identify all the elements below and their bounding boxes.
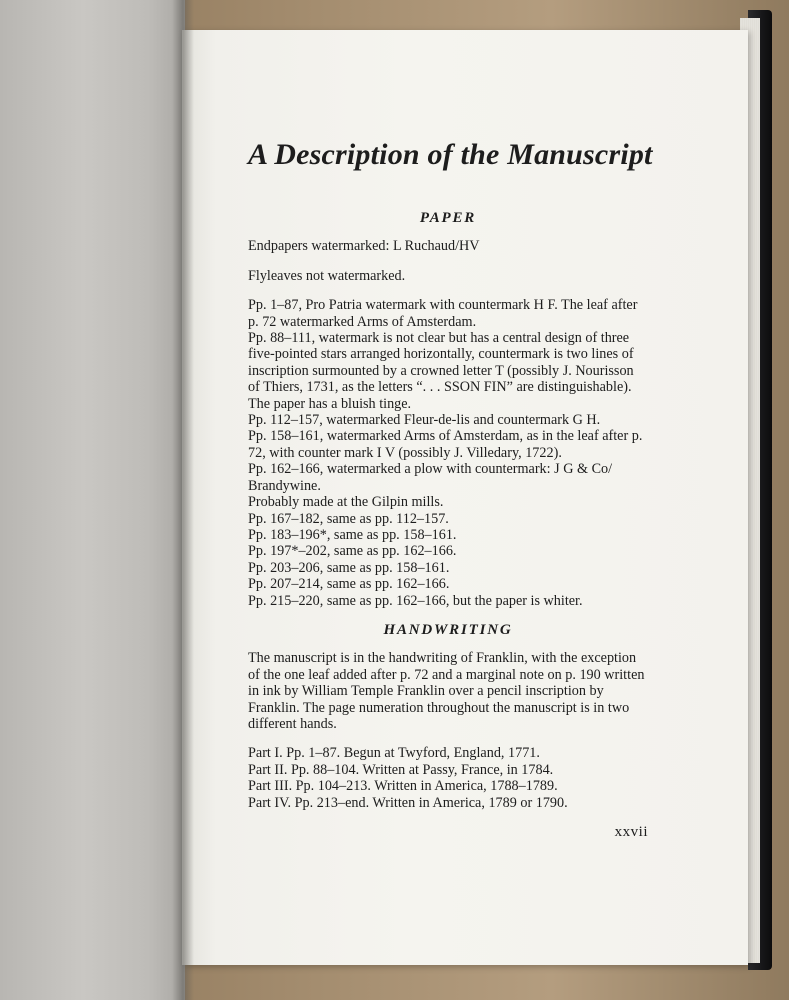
paper-entry: Pp. 88–111, watermark is not clear but has a central design of three five-pointed stars arranged horizontally, countermark is two lines of inscription surmounted by a crowned letter T (possibly J. Nourisson of Thiers, 1731, as the letters “. . . SSON FIN” are distinguishable). The paper has a bluish tinge. — [248, 330, 634, 412]
page-title: A Description of the Manuscript — [248, 138, 653, 171]
paper-heading: PAPER — [419, 210, 477, 226]
part-entry: Part II. Pp. 88–104. Written at Passy, France, in 1784. — [248, 761, 554, 778]
part-entry: Part III. Pp. 104–213. Written in America, 1788–1789. — [248, 778, 558, 795]
paper-entry: Pp. 158–161, watermarked Arms of Amsterdam, as in the leaf after p. 72, with counter mark I V (possibly J. Villedary, 1722). — [248, 428, 643, 461]
flyleaves-note: Flyleaves not watermarked. — [248, 267, 406, 284]
handwriting-paragraph: The manuscript is in the handwriting of Franklin, with the exception of the one leaf added after p. 72 and a marginal note on p. 190 written in ink by William Temple Franklin over a pencil inscription by Franklin. The page numeration throughout the manuscript is in two different hands. — [248, 650, 645, 732]
paper-entry: Pp. 215–220, same as pp. 162–166, but the paper is whiter. — [248, 592, 583, 609]
page-number: xxvii — [614, 824, 648, 840]
handwriting-heading: HANDWRITING — [383, 621, 513, 638]
paper-entry: Pp. 162–166, watermarked a plow with countermark: J G & Co/ Brandywine. — [248, 461, 613, 494]
paper-entries — [248, 297, 648, 609]
paper-entry: Pp. 207–214, same as pp. 162–166. — [248, 576, 450, 593]
paper-entry: Pp. 183–196*, same as pp. 158–161. — [248, 526, 457, 543]
endpapers-note: Endpapers watermarked: L Ruchaud/HV — [248, 238, 480, 255]
part-entry: Part IV. Pp. 213–end. Written in America, 1789 or 1790. — [248, 794, 568, 811]
paper-entry: Pp. 197*–202, same as pp. 162–166. — [248, 543, 457, 560]
paper-entry: Pp. 112–157, watermarked Fleur-de-lis and countermark G H. — [248, 412, 601, 429]
paper-entry: Pp. 1–87, Pro Patria watermark with countermark H F. The leaf after p. 72 watermarked Arms of Amsterdam. — [248, 297, 638, 330]
part-entry: Part I. Pp. 1–87. Begun at Twyford, England, 1771. — [248, 745, 540, 762]
left-page — [0, 0, 185, 1000]
book-gutter — [172, 0, 194, 1000]
paper-entry: Probably made at the Gilpin mills. — [248, 494, 444, 511]
paper-entry: Pp. 203–206, same as pp. 158–161. — [248, 559, 450, 576]
manuscript-parts — [248, 745, 648, 811]
paper-entry: Pp. 167–182, same as pp. 112–157. — [248, 510, 449, 527]
page-content — [248, 138, 653, 840]
